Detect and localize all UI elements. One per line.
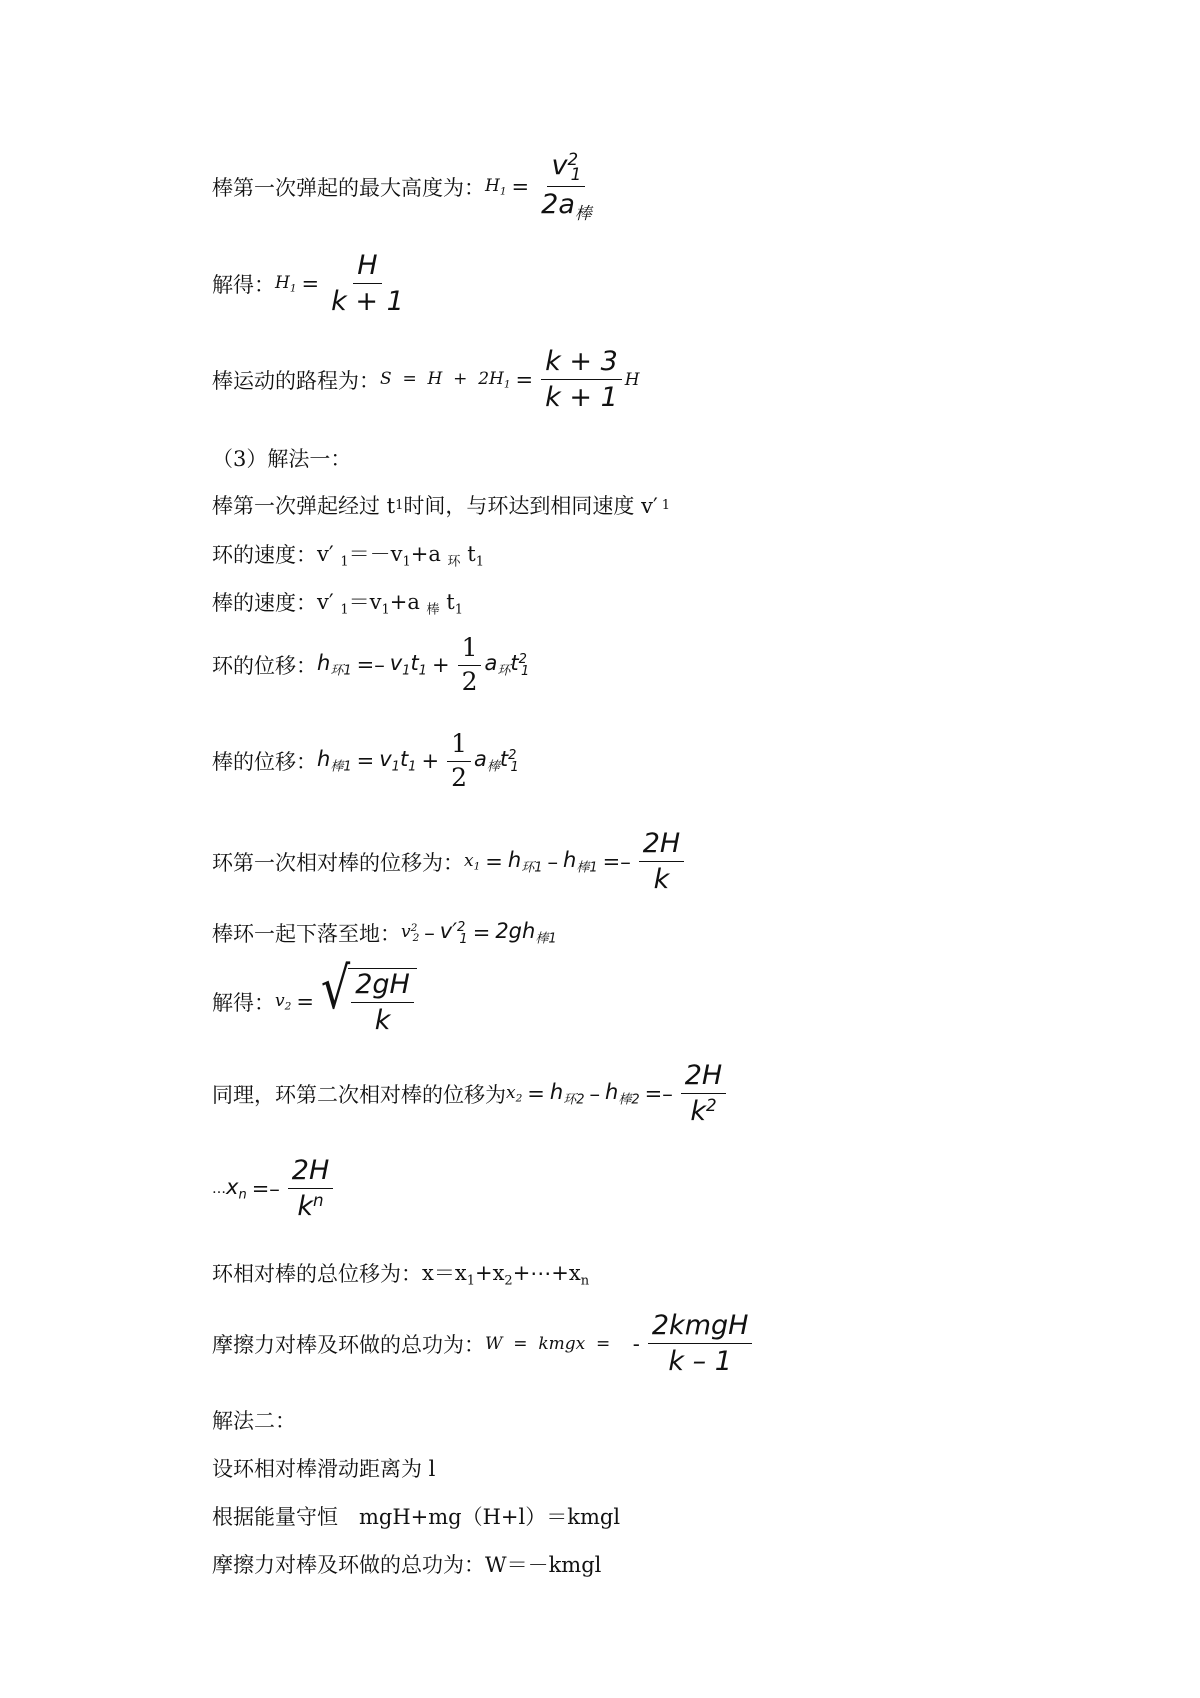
sliding-distance-line: 设环相对棒滑动距离为 l (212, 1457, 436, 1481)
max-height-line: 棒第一次弹起的最大高度为： $H_1$ = $\frac{v^2_1}{2a_棒}$ (212, 150, 599, 223)
path-length-line: 棒运动的路程为： $S = H + 2H_1$ = $\frac{k + 3}{k + 1}$ H (212, 346, 640, 414)
solve-H1-line: 解得： $H_1$ = $\frac{H}{k + 1}$ (212, 250, 411, 317)
method-two-heading: 解法二： (212, 1409, 296, 1433)
same-velocity-line: 棒第一次弹起经过 t 1 时间，与环达到相同速度 v′ 1 (212, 494, 670, 518)
fraction: $\frac{k + 3}{k + 1}$ (541, 346, 622, 413)
total-work-method-two-line: 摩擦力对棒及环做的总功为：W＝－kmgl (212, 1553, 602, 1577)
ring-velocity-line: 环的速度： v′ $_1=-v_1+a$ $_环$ $t_1$ (212, 538, 484, 570)
ring-displacement-line: 环的位移： $h_{环1}$ =– $v_1t_1$ + $\frac{1}{2}$ $a_环t^2_1$ (212, 633, 530, 696)
text: 棒第一次弹起的最大高度为： (212, 175, 485, 200)
text: 解得： (212, 272, 275, 297)
fraction: $\frac{v^2_1}{2a_棒}$ (541, 149, 592, 224)
method-one-heading: （3）解法一： (212, 447, 352, 471)
text: 棒运动的路程为： (212, 368, 380, 393)
square-root: √ $\frac{2gH}{k}$ (321, 968, 417, 1036)
rod-displacement-line: 棒的位移： $h_{棒1}$ = $v_1t_1$ + $\frac{1}{2}$ $a_棒t^2_1$ (212, 729, 519, 792)
energy-conservation-line: 根据能量守恒 mgH+mg（H+l）＝kmgl (212, 1505, 621, 1529)
eq-ring-velocity: v′ $_1=-v_1+a$ $_环$ $t_1$ (317, 542, 484, 570)
eq-rod-velocity: v′ $_1=v_1+a$ $_棒$ $t_1$ (317, 590, 463, 618)
solve-v2-line: 解得： $v_2$ = √ $\frac{2gH}{k}$ (212, 968, 417, 1036)
math-H1: $H_1$ (485, 175, 507, 198)
rod-velocity-line: 棒的速度： v′ $_1=v_1+a$ $_棒$ $t_1$ (212, 586, 463, 618)
total-work-line: 摩擦力对棒及环做的总功为： W = kmgx = - $\frac{\text{2kmgH}}{k - 1}$ (212, 1310, 755, 1377)
fraction: $\frac{H}{k + 1}$ (331, 250, 404, 318)
nth-relative-displacement-line: … $x_n$ =– $\frac{2H}{k^n}$ (212, 1155, 336, 1222)
second-relative-displacement-line: 同理，环第二次相对棒的位移为 $x_2$ = $h_{环2}$ – $h_{棒2}$ =– $\frac{2H}{k^2}$ (212, 1060, 729, 1127)
first-relative-displacement-line: 环第一次相对棒的位移为： $x_1$ = $h_{环1}$ – $h_{棒1}$ =– $\frac{2H}{k}$ (212, 828, 687, 895)
fall-together-line: 棒环一起下落至地： $v^2_2$ – $v'^2_1$ = $2gh_{棒1}$ (212, 919, 557, 947)
total-relative-displacement-line: 环相对棒的总位移为： $x=x_1+x_2+\cdots+x_n$ (212, 1261, 590, 1289)
